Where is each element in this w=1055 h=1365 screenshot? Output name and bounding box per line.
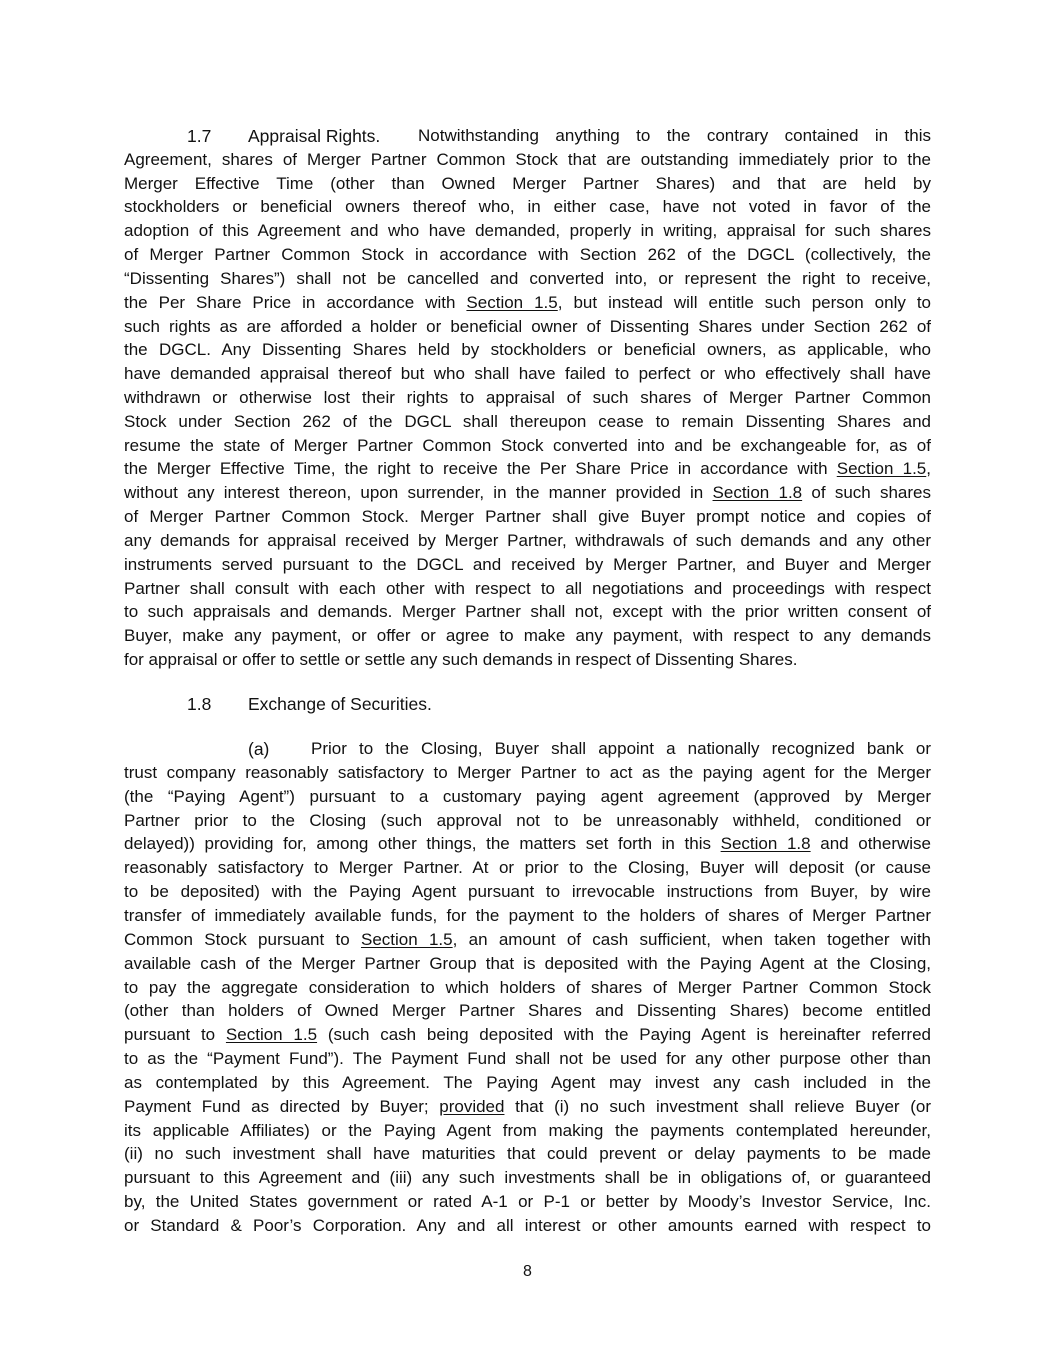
text-segment: Partner prior to the Closing (such approval not to be unreasonably withheld, conditioned or — [124, 810, 931, 830]
section-1-7-title: Appraisal Rights. — [248, 126, 381, 146]
text-line — [124, 1166, 931, 1190]
text-segment: its applicable Affiliates) or the Paying Agent from making the payments contemplated hereunder, — [124, 1120, 931, 1140]
text-segment: and otherwise — [810, 834, 932, 854]
text-line — [124, 928, 931, 952]
text-segment: reasonably satisfactory to Merger Partner. At or prior to the Closing, Buyer will deposit (or cause — [124, 858, 931, 878]
text-segment: (such cash being deposited with the Paying Agent is hereinafter referred — [317, 1025, 931, 1045]
text-line — [124, 600, 931, 624]
text-line — [124, 761, 931, 785]
text-segment: , an amount of cash sufficient, when taken together with — [452, 929, 932, 949]
text-line — [124, 410, 931, 434]
text-line — [124, 1071, 931, 1095]
text-segment: , but instead will entitle such person only to — [557, 292, 932, 312]
text-segment: as contemplated by this Agreement. The Paying Agent may invest any cash included in the — [124, 1072, 931, 1092]
text-line — [124, 1047, 931, 1071]
text-segment: Buyer, make any payment, or offer or agree to make any payment, with respect to any demands — [124, 626, 931, 646]
text-segment: without any interest thereon, upon surrender, in the manner provided in — [124, 483, 713, 503]
text-segment: Payment Fund as directed by Buyer; — [124, 1096, 440, 1116]
text-segment: (the “Paying Agent”) pursuant to a customary paying agent agreement (approved by Merger — [124, 786, 931, 806]
text-line — [124, 386, 931, 410]
text-line — [124, 219, 931, 243]
text-segment: Notwithstanding anything to the contrary contained in this — [418, 126, 931, 145]
text-line — [124, 195, 931, 219]
text-segment: have demanded appraisal thereof but who shall have failed to perfect or who effectively shall have — [124, 364, 931, 384]
text-line — [124, 267, 931, 291]
text-segment: resume the state of Merger Partner Common Stock converted into and be exchangeable for, as of — [124, 435, 931, 455]
text-line — [124, 243, 931, 267]
section-1-8-a-label: (a) — [248, 739, 270, 759]
text-segment: Merger Effective Time (other than Owned Merger Partner Shares) and that are held by — [124, 173, 931, 193]
text-segment: Stock under Section 262 of the DGCL shall thereupon cease to remain Dissenting Shares and — [124, 411, 931, 431]
text-segment: that (i) no such investment shall relieve Buyer (or — [504, 1096, 931, 1116]
text-line — [124, 785, 931, 809]
text-line — [124, 481, 931, 505]
text-segment: (other than holders of Owned Merger Partner Shares and Dissenting Shares) become entitled — [124, 1001, 931, 1021]
text-segment: delayed)) providing for, among other things, the matters set forth in this — [124, 834, 721, 854]
text-line — [124, 172, 931, 196]
text-segment: such rights as are afforded a holder or beneficial owner of Dissenting Shares under Section 262 of — [124, 316, 931, 336]
text-line — [124, 529, 931, 553]
text-segment: to be deposited) with the Paying Agent pursuant to irrevocable instructions from Buyer, by wire — [124, 882, 931, 902]
text-line — [124, 553, 931, 577]
text-segment: pursuant to this Agreement and (iii) any such investments shall be in obligations of, or guaranteed — [124, 1168, 931, 1188]
text-segment: Partner shall consult with each other with respect to all negotiations and proceedings with respect — [124, 578, 931, 598]
text-line — [124, 505, 931, 529]
text-segment: Prior to the Closing, Buyer shall appoint a nationally recognized bank or — [311, 739, 931, 758]
text-segment: “Dissenting Shares”) shall not be cancelled and converted into, or represent the right to receive, — [124, 268, 931, 288]
text-segment: Common Stock pursuant to — [124, 929, 361, 949]
text-segment: the Merger Effective Time, the right to receive the Per Share Price in accordance with — [124, 459, 837, 479]
text-line — [124, 1214, 931, 1238]
text-line — [124, 1023, 931, 1047]
text-line — [124, 577, 931, 601]
cross-reference-link[interactable]: Section 1.8 — [720, 834, 811, 854]
text-segment: instruments served pursuant to the DGCL and received by Merger Partner, and Buyer and Merger — [124, 554, 931, 574]
text-line — [124, 904, 931, 928]
text-line — [124, 148, 931, 172]
text-segment: available cash of the Merger Partner Group that is deposited with the Paying Agent at the Closing, — [124, 953, 931, 973]
text-line — [124, 880, 931, 904]
text-segment: the Per Share Price in accordance with — [124, 292, 467, 312]
text-line — [124, 1119, 931, 1143]
text-line — [311, 737, 931, 761]
text-line — [124, 624, 931, 648]
section-1-8-number: 1.8 — [187, 694, 212, 714]
text-segment: adoption of this Agreement and who have demanded, properly in writing, appraisal for such shares — [124, 221, 931, 241]
text-line — [124, 976, 931, 1000]
text-line — [124, 952, 931, 976]
text-line — [124, 809, 931, 833]
text-line — [124, 457, 931, 481]
text-line — [124, 291, 931, 315]
text-line — [124, 434, 931, 458]
text-segment: stockholders or beneficial owners thereof who, in either case, have not voted in favor of the — [124, 197, 931, 217]
text-line — [418, 124, 931, 148]
text-line — [124, 1095, 931, 1119]
cross-reference-link[interactable]: Section 1.8 — [712, 483, 803, 503]
text-line — [124, 1142, 931, 1166]
text-segment: any demands for appraisal received by Merger Partner, withdrawals of such demands and any other — [124, 530, 931, 550]
text-segment: withdrawn or otherwise lost their rights to appraisal of such shares of Merger Partner Common — [124, 388, 931, 408]
cross-reference-link[interactable]: Section 1.5 — [466, 292, 558, 312]
text-segment: to pay the aggregate consideration to which holders of shares of Merger Partner Common Stock — [124, 977, 931, 997]
text-segment: or Standard & Poor’s Corporation. Any and all interest or other amounts earned with respect to — [124, 1216, 931, 1235]
section-1-7-number: 1.7 — [187, 126, 212, 146]
section-1-8-title: Exchange of Securities. — [248, 694, 432, 714]
text-segment: to as the “Payment Fund”). The Payment Fund shall not be used for any other purpose other than — [124, 1049, 931, 1069]
text-line — [124, 832, 931, 856]
text-line — [124, 999, 931, 1023]
text-line — [124, 1190, 931, 1214]
text-segment: of Merger Partner Common Stock in accordance with Section 262 of the DGCL (collectively, the — [124, 245, 931, 265]
text-segment: pursuant to — [124, 1025, 226, 1045]
text-segment: the DGCL. Any Dissenting Shares held by stockholders or beneficial owners, as applicable, who — [124, 340, 931, 360]
text-segment: for appraisal or offer to settle or settle any such demands in respect of Dissenting Shares. — [124, 650, 798, 670]
text-line — [124, 856, 931, 880]
cross-reference-link[interactable]: Section 1.5 — [836, 459, 927, 479]
cross-reference-link[interactable]: Section 1.5 — [360, 929, 453, 949]
cross-reference-link[interactable]: provided — [439, 1096, 505, 1116]
text-segment: Agreement, shares of Merger Partner Common Stock that are outstanding immediately prior to the — [124, 149, 931, 169]
text-segment: transfer of immediately available funds, for the payment to the holders of shares of Merger Partner — [124, 905, 931, 925]
text-segment: , — [926, 459, 931, 479]
text-line — [124, 362, 931, 386]
text-line — [124, 315, 931, 339]
page-number: 8 — [523, 1263, 532, 1280]
text-line — [124, 338, 931, 362]
text-segment: by, the United States government or rated A-1 or P-1 or better by Moody’s Investor Service, Inc. — [124, 1192, 931, 1212]
text-segment: of Merger Partner Common Stock. Merger Partner shall give Buyer prompt notice and copies of — [124, 507, 931, 527]
text-segment: (ii) no such investment shall have maturities that could prevent or delay payments to be made — [124, 1144, 931, 1164]
text-segment: trust company reasonably satisfactory to Merger Partner to act as the paying agent for the Merger — [124, 762, 931, 782]
cross-reference-link[interactable]: Section 1.5 — [225, 1025, 318, 1045]
text-segment: to such appraisals and demands. Merger Partner shall not, except with the prior written consent of — [124, 602, 931, 622]
text-line — [124, 648, 931, 672]
text-segment: of such shares — [802, 483, 932, 503]
